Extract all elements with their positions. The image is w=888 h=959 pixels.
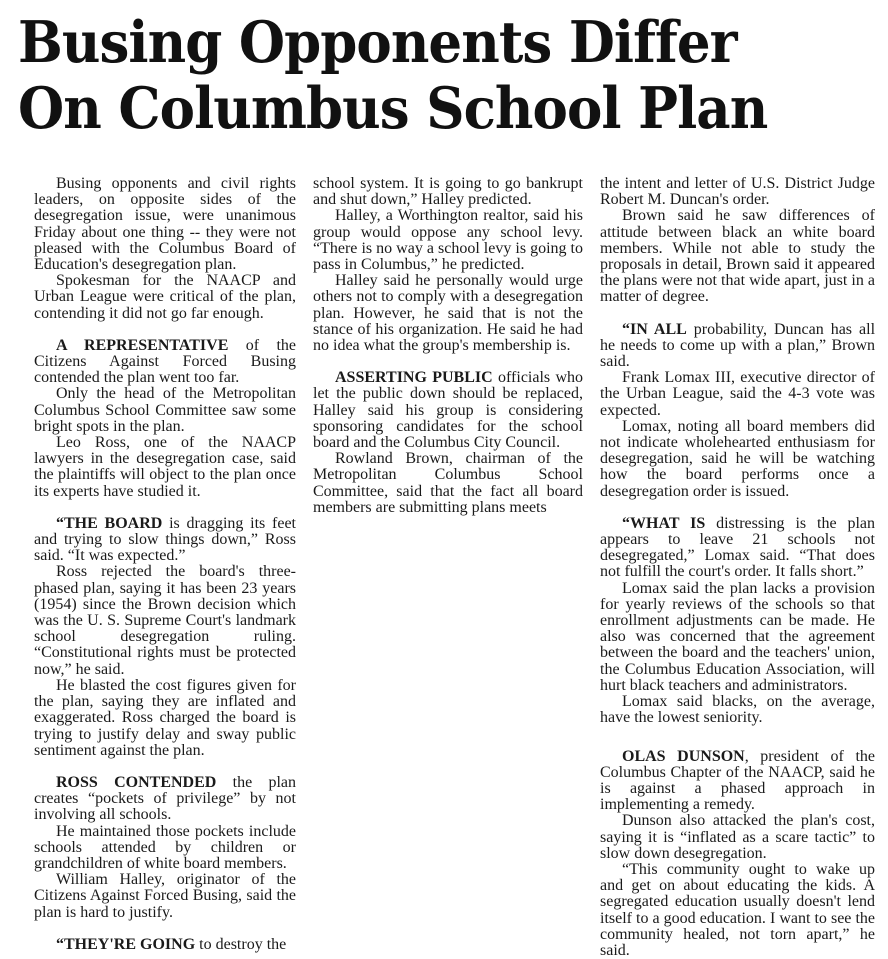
lead-in: ASSERTING PUBLIC: [335, 369, 493, 387]
paragraph: Dunson also attacked the plan's cost, saying it is “inflated as a scare tactic” to slow down desegregation.: [600, 812, 875, 862]
lead-in: ROSS CONTENDED: [56, 773, 217, 791]
paragraph: “This community ought to wake up and get on about educating the kids. A segregated education usually doesn't lend itself to a good education. I want to see the community healed, not torn apart,” he said.: [600, 860, 875, 959]
paragraph: He blasted the cost figures given for the plan, saying they are inflated and exaggerated. Ross charged the board is trying to justify delay and sway public sentiment against the plan.: [34, 676, 296, 759]
paragraph: Frank Lomax III, executive director of the Urban League, said the 4-3 vote was expected.: [600, 369, 875, 419]
paragraph: Ross rejected the board's three-phased plan, saying it has been 23 years (1954) since the Brown decision which was the U. S. Supreme Court's landmark school desegregation ruling. “Constitutional rights must be protected now,” he said.: [34, 563, 296, 678]
paragraph-subhead: “IN ALL probability, Duncan has all he needs to come up with a plan,” Brown said.: [600, 320, 876, 371]
paragraph: Only the head of the Metropolitan Columbus School Committee saw some bright spots in the plan.: [34, 385, 296, 435]
paragraph: school system. It is going to go bankrupt and shut down,” Halley predicted.: [313, 175, 583, 209]
lead-in: A REPRESENTATIVE: [56, 336, 229, 354]
paragraph: Leo Ross, one of the NAACP lawyers in the desegregation case, said the plaintiffs will object to the plan once its experts have studied it.: [34, 434, 296, 500]
lead-in: “THEY'RE GOING: [56, 935, 196, 953]
paragraph-subhead: A REPRESENTATIVE of the Citizens Against Forced Busing contended the plan went too far.: [34, 336, 296, 387]
paragraph-subhead: ROSS CONTENDED the plan creates “pockets of privilege” by not involving all schools.: [34, 773, 297, 824]
article-column-2: [313, 176, 583, 516]
paragraph-subhead: “THE BOARD is dragging its feet and trying to slow things down,” Ross said. “It was expected.”: [34, 514, 296, 565]
paragraph: Lomax, noting all board members did not indicate wholehearted enthusiasm for desegregation, said he will be watching how the board performs once a desegregation order is issued.: [600, 417, 875, 500]
lead-in: OLAS DUNSON: [622, 747, 745, 765]
paragraph: Busing opponents and civil rights leaders, on opposite sides of the desegregation issue, were unanimous Friday about one thing -- they were not pleased with the Columbus Board of Education's desegregation plan.: [34, 175, 296, 274]
paragraph: Halley said he personally would urge others not to comply with a desegregation plan. However, he said that is not the stance of his organization. He said he had no idea what the group's membership is.: [313, 272, 583, 355]
article-column-3: [600, 176, 875, 959]
paragraph: He maintained those pockets include schools attended by children or grandchildren of white board members.: [34, 822, 296, 872]
paragraph: William Halley, originator of the Citizens Against Forced Busing, said the plan is hard to justify.: [34, 871, 296, 921]
paragraph: Lomax said blacks, on the average, have the lowest seniority.: [600, 693, 875, 727]
paragraph: Spokesman for the NAACP and Urban League were critical of the plan, contending it did not go far enough.: [34, 272, 296, 322]
paragraph: Brown said he saw differences of attitude between black an white board members. While not able to study the proposals in detail, Brown said it appeared the plans were not that wide apart, just in a matter of degree.: [600, 207, 875, 306]
headline-line-2: On Columbus School Plan: [18, 75, 768, 142]
paragraph-subhead: “WHAT IS distressing is the plan appears to leave 21 schools not desegregated,” Lomax said. “That does not fulfill the court's order. It falls short.”: [600, 514, 875, 581]
paragraph-subhead: “THEY'RE GOING to destroy the: [56, 935, 287, 953]
lead-in: “THE BOARD: [56, 514, 163, 532]
paragraph: the intent and letter of U.S. District Judge Robert M. Duncan's order.: [600, 175, 875, 209]
headline-line-1: Busing Opponents Differ: [18, 9, 737, 76]
paragraph: Rowland Brown, chairman of the Metropolitan Columbus School Committee, said that the fact all board members are submitting plans meets: [313, 450, 583, 516]
headline: [18, 10, 878, 142]
article-column-1: [34, 176, 296, 953]
paragraph: Lomax said the plan lacks a provision for yearly reviews of the schools so that enrollment adjustments can be made. He also was concerned that the agreement between the board and the teachers' union, the Columbus Education Association, will hurt black teachers and administrators.: [600, 579, 875, 694]
lead-in: “WHAT IS: [622, 514, 706, 532]
lead-in: “IN ALL: [622, 320, 687, 338]
paragraph-subhead: OLAS DUNSON, president of the Columbus Chapter of the NAACP, said he is against a phased approach in implementing a remedy.: [600, 747, 875, 814]
paragraph: Halley, a Worthington realtor, said his group would oppose any school levy. “There is no way a school levy is going to pass in Columbus,” he predicted.: [313, 207, 583, 274]
paragraph-subhead: ASSERTING PUBLIC officials who let the public down should be replaced, Halley said his group is considering sponsoring candidates for the school board and the Columbus City Council.: [313, 369, 583, 452]
